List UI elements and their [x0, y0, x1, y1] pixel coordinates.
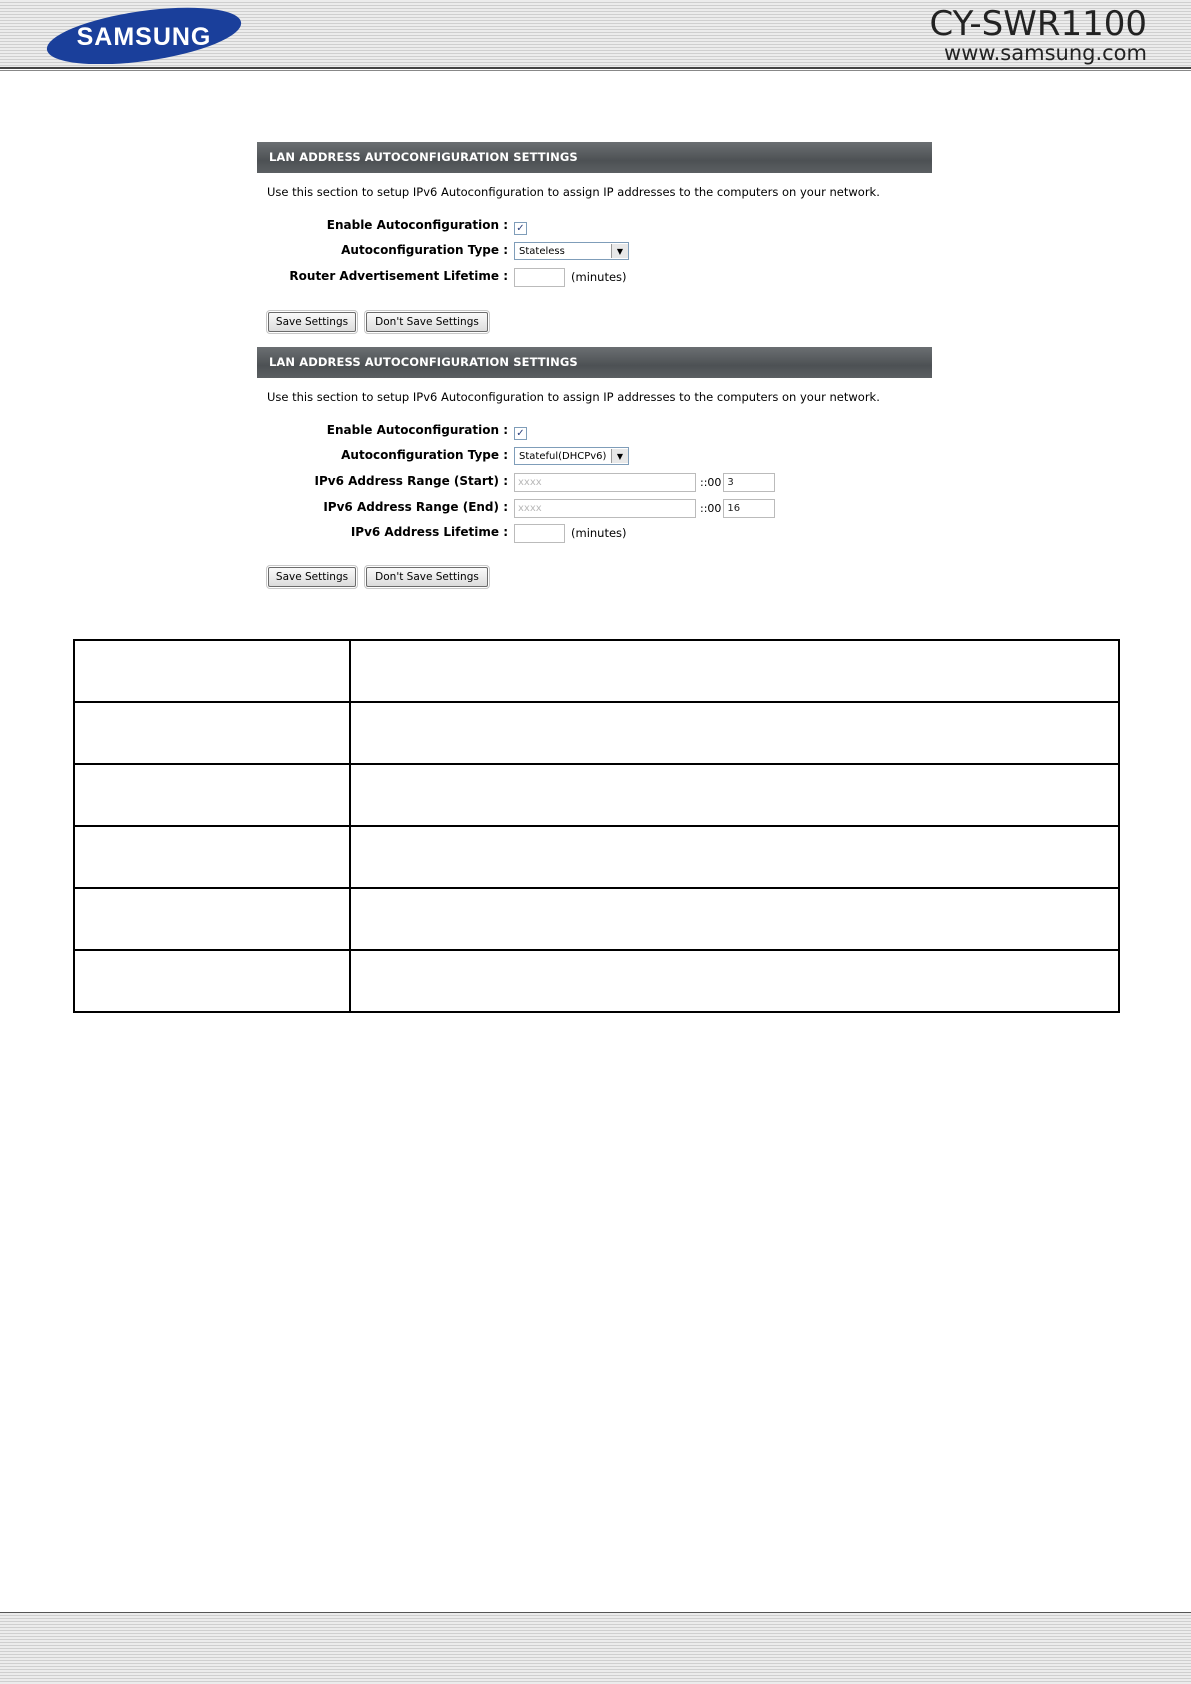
- autoconfig-type-label: Autoconfiguration Type :: [341, 448, 508, 462]
- panel-title: LAN ADDRESS AUTOCONFIGURATION SETTINGS: [257, 142, 932, 173]
- range-start-separator: ::00: [700, 475, 722, 489]
- table-row: [74, 826, 1119, 888]
- dont-save-settings-button[interactable]: Don't Save Settings: [366, 567, 488, 587]
- ipv6-range-start-prefix-input[interactable]: xxxx: [514, 473, 696, 492]
- chevron-down-icon[interactable]: ▼: [611, 244, 628, 258]
- header-rule-thin: [0, 70, 1191, 71]
- table-row: [74, 640, 1119, 702]
- minutes-unit: (minutes): [571, 270, 627, 284]
- enable-autoconfig-label: Enable Autoconfiguration :: [326, 218, 508, 232]
- website-url: www.samsung.com: [944, 41, 1147, 65]
- ipv6-range-end-input[interactable]: 16: [723, 499, 775, 518]
- brand-text: SAMSUNG: [76, 23, 212, 51]
- enable-autoconfig-checkbox[interactable]: ✓: [514, 427, 527, 440]
- table-cell: [74, 950, 350, 1012]
- autoconfig-type-select[interactable]: [514, 447, 629, 465]
- ipv6-address-lifetime-input[interactable]: [514, 524, 565, 543]
- table-row: [74, 950, 1119, 1012]
- table-cell: [350, 764, 1119, 826]
- table-cell: [74, 764, 350, 826]
- enable-autoconfig-label: Enable Autoconfiguration :: [326, 423, 508, 437]
- autoconfig-type-select[interactable]: [514, 242, 629, 260]
- model-name: CY-SWR1100: [929, 4, 1147, 44]
- table-cell: [350, 888, 1119, 950]
- autoconfig-type-row: [257, 240, 932, 262]
- ipv6-range-end-prefix-input[interactable]: xxxx: [514, 499, 696, 518]
- enable-autoconfig-checkbox[interactable]: ✓: [514, 222, 527, 235]
- router-adv-lifetime-input[interactable]: [514, 268, 565, 287]
- samsung-logo: [44, 4, 244, 68]
- save-settings-button[interactable]: Save Settings: [268, 312, 356, 332]
- table-cell: [350, 640, 1119, 702]
- panel-title: LAN ADDRESS AUTOCONFIGURATION SETTINGS: [257, 347, 932, 378]
- table-cell: [74, 640, 350, 702]
- settings-description-table: [73, 639, 1120, 1013]
- table-cell: [350, 702, 1119, 764]
- panel-description: Use this section to setup IPv6 Autoconfiguration to assign IP addresses to the computers on your network.: [267, 185, 880, 199]
- autoconfig-type-row: [257, 445, 932, 467]
- autoconfig-type-value: Stateful(DHCPv6): [519, 450, 607, 462]
- range-end-separator: ::00: [700, 501, 722, 515]
- router-adv-lifetime-row: [257, 266, 932, 288]
- ipv6-range-end-label: IPv6 Address Range (End) :: [323, 500, 508, 514]
- table-row: [74, 764, 1119, 826]
- enable-autoconfig-row: [257, 215, 932, 237]
- table-cell: [74, 702, 350, 764]
- dont-save-settings-button[interactable]: Don't Save Settings: [366, 312, 488, 332]
- ipv6-range-start-row: [257, 471, 932, 493]
- table-row: [74, 702, 1119, 764]
- table-cell: [74, 888, 350, 950]
- ipv6-range-end-row: [257, 497, 932, 519]
- enable-autoconfig-row: [257, 420, 932, 442]
- model-block: [930, 4, 1148, 64]
- save-settings-button[interactable]: Save Settings: [268, 567, 356, 587]
- table-row: [74, 888, 1119, 950]
- table-cell: [350, 826, 1119, 888]
- autoconfig-type-label: Autoconfiguration Type :: [341, 243, 508, 257]
- ipv6-address-lifetime-label: IPv6 Address Lifetime :: [350, 525, 508, 539]
- autoconfig-panel-stateless: [257, 142, 932, 338]
- footer-band: [0, 1613, 1191, 1684]
- autoconfig-panel-stateful: [257, 347, 932, 592]
- router-adv-lifetime-label: Router Advertisement Lifetime :: [289, 269, 508, 283]
- autoconfig-type-value: Stateless: [519, 245, 565, 257]
- minutes-unit: (minutes): [571, 526, 627, 540]
- table-cell: [74, 826, 350, 888]
- chevron-down-icon[interactable]: ▼: [611, 449, 628, 463]
- ipv6-range-start-label: IPv6 Address Range (Start) :: [314, 474, 508, 488]
- ipv6-range-start-input[interactable]: 3: [723, 473, 775, 492]
- table-cell: [350, 950, 1119, 1012]
- ipv6-address-lifetime-row: [257, 522, 932, 544]
- panel-description: Use this section to setup IPv6 Autoconfiguration to assign IP addresses to the computers on your network.: [267, 390, 880, 404]
